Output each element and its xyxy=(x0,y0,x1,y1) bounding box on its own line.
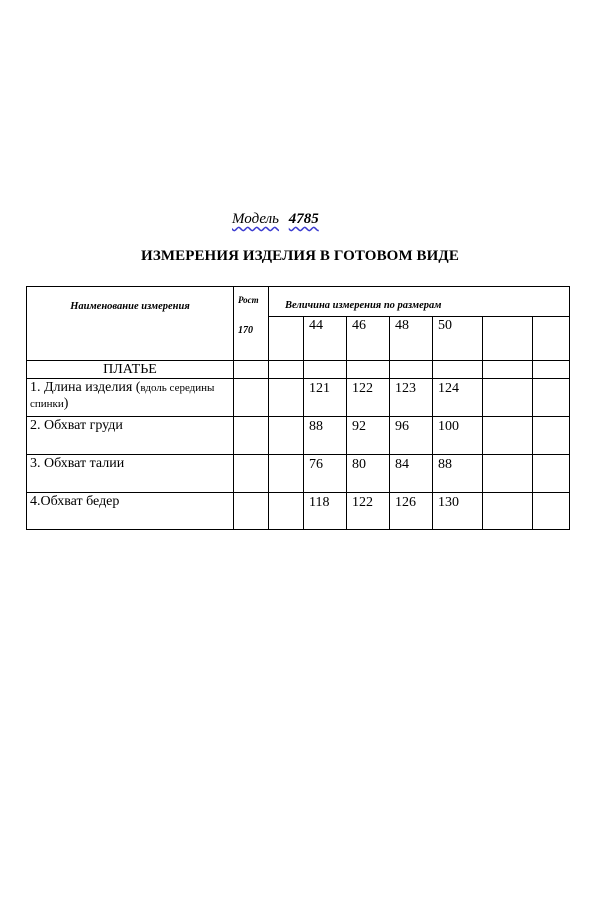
row-value: 130 xyxy=(433,493,483,530)
size-50: 50 xyxy=(433,317,483,361)
table-row xyxy=(27,493,570,530)
model-number: 4785 xyxy=(288,211,319,227)
row-value: 122 xyxy=(347,379,390,417)
section-title: ПЛАТЬЕ xyxy=(27,361,234,379)
empty-size-cell xyxy=(269,317,304,361)
row-value: 122 xyxy=(347,493,390,530)
row-name: 4.Обхват бедер xyxy=(27,493,234,530)
row-value: 123 xyxy=(390,379,433,417)
header-rost-label: Рост xyxy=(238,295,259,305)
row-value: 121 xyxy=(304,379,347,417)
row-value: 88 xyxy=(304,417,347,455)
row-value: 80 xyxy=(347,455,390,493)
table-row xyxy=(27,455,570,493)
row-value: 88 xyxy=(433,455,483,493)
row-value: 118 xyxy=(304,493,347,530)
table-row xyxy=(27,379,570,417)
row-name: 3. Обхват талии xyxy=(27,455,234,493)
header-group-cell xyxy=(269,287,570,317)
row-value: 96 xyxy=(390,417,433,455)
empty-size-cell xyxy=(533,317,570,361)
header-name-cell xyxy=(27,287,234,361)
row-name-note: вдоль середины спинки xyxy=(30,382,215,410)
size-46: 46 xyxy=(347,317,390,361)
row-value: 76 xyxy=(304,455,347,493)
table-row xyxy=(27,417,570,455)
row-name: 1. Длина изделия (вдоль середины спинки) xyxy=(27,379,234,417)
model-label: Модель xyxy=(232,211,280,227)
row-value: 126 xyxy=(390,493,433,530)
size-44: 44 xyxy=(304,317,347,361)
row-value: 100 xyxy=(433,417,483,455)
document-title: ИЗМЕРЕНИЯ ИЗДЕЛИЯ В ГОТОВОМ ВИДЕ xyxy=(141,248,459,264)
header-rost-value: 170 xyxy=(238,325,253,336)
header-group: Величина измерения по размерам xyxy=(285,300,442,311)
measurements-table xyxy=(26,286,570,530)
model-line xyxy=(232,211,319,228)
empty-size-cell xyxy=(483,317,533,361)
size-48: 48 xyxy=(390,317,433,361)
header-name: Наименование измерения xyxy=(70,301,190,312)
row-value: 124 xyxy=(433,379,483,417)
row-value: 84 xyxy=(390,455,433,493)
header-rost-cell xyxy=(234,287,269,361)
row-name: 2. Обхват груди xyxy=(27,417,234,455)
row-value: 92 xyxy=(347,417,390,455)
